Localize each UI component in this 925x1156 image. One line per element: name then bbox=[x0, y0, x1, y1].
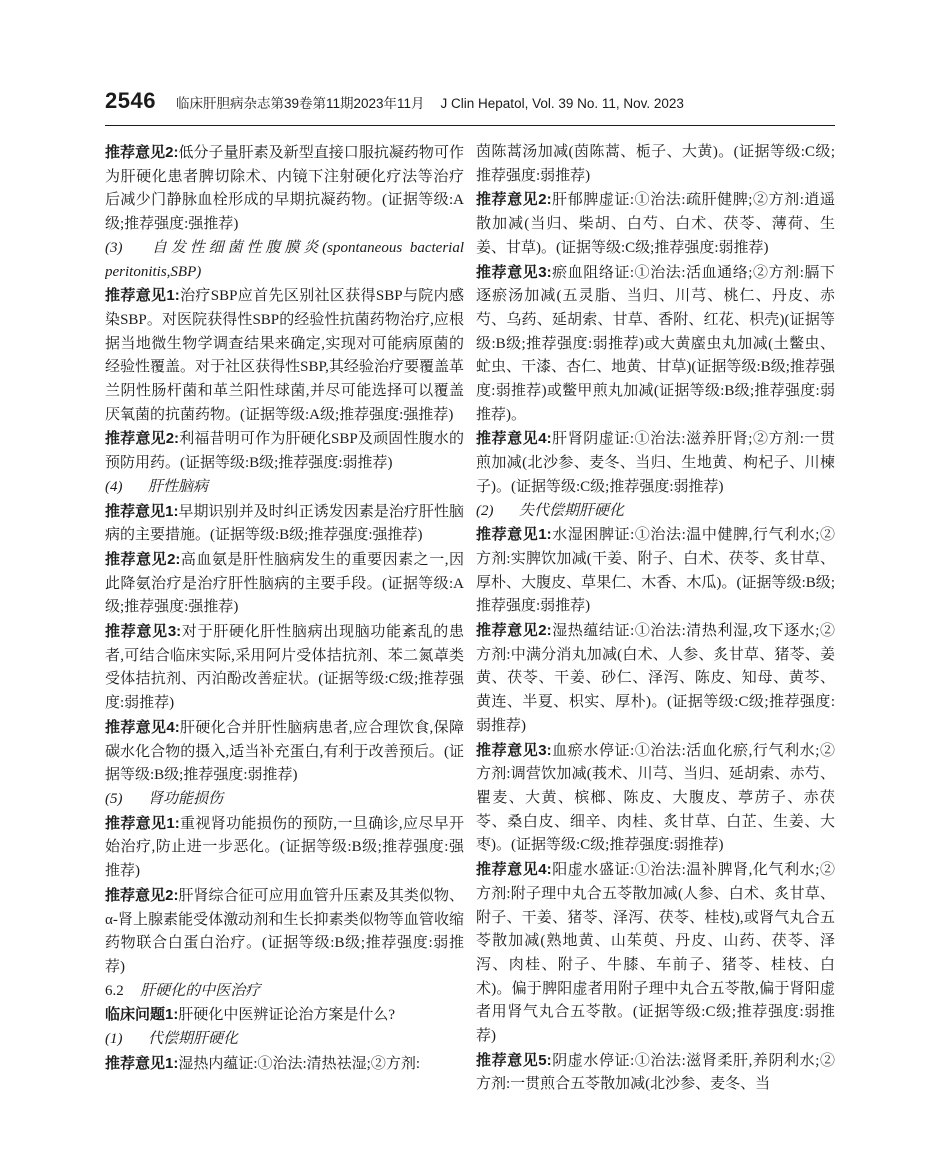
numbered-item bbox=[476, 500, 835, 524]
recommendation-paragraph bbox=[105, 500, 464, 548]
paragraph-lead: 临床问题1: bbox=[105, 1006, 179, 1024]
journal-title-en: J Clin Hepatol, Vol. 39 No. 11, Nov. 2023 bbox=[440, 96, 684, 111]
section-heading bbox=[105, 980, 464, 1004]
page-number: 2546 bbox=[105, 88, 156, 113]
numbered-item bbox=[105, 1028, 464, 1052]
paragraph-lead: 推荐意见1: bbox=[476, 526, 552, 544]
paragraph-lead: 6.2 bbox=[105, 982, 124, 999]
column-left bbox=[105, 141, 464, 1126]
recommendation-paragraph bbox=[476, 188, 835, 260]
column-right bbox=[476, 141, 835, 1126]
paragraph-lead: (4) bbox=[105, 478, 123, 495]
paragraph-text: 自发性细菌性腹膜炎(spontaneous bacterial peritonitis,SBP) bbox=[105, 239, 464, 280]
paragraph-lead: 推荐意见1: bbox=[105, 814, 180, 832]
paragraph-lead: (1) bbox=[105, 1031, 123, 1048]
paragraph-text: 肝硬化的中医治疗 bbox=[140, 982, 261, 999]
paragraph-lead: 推荐意见2: bbox=[476, 622, 552, 640]
recommendation-paragraph bbox=[476, 1049, 835, 1097]
paragraph-lead: 推荐意见4: bbox=[105, 718, 180, 736]
paragraph-text: 湿热内蕴证:①治法:清热祛湿;②方剂: bbox=[178, 1055, 421, 1072]
paragraph-lead: (3) bbox=[105, 239, 123, 256]
paragraph-lead: 推荐意见1: bbox=[105, 502, 179, 520]
clinical-question bbox=[105, 1003, 464, 1028]
paragraph-lead: 推荐意见2: bbox=[105, 430, 180, 448]
paragraph-lead: 推荐意见4: bbox=[476, 430, 552, 448]
paragraph-text: 茵陈蒿汤加减(茵陈蒿、栀子、大黄)。(证据等级:C级;推荐强度:弱推荐) bbox=[476, 144, 835, 184]
paragraph-text: 早期识别并及时纠正诱发因素是治疗肝性脑病的主要措施。(证据等级:B级;推荐强度:强推荐) bbox=[105, 503, 464, 544]
recommendation-paragraph bbox=[105, 884, 464, 980]
paragraph-text: 重视肾功能损伤的预防,一旦确诊,应尽早开始治疗,防止进一步恶化。(证据等级:B级;推荐强度:强推荐) bbox=[105, 815, 464, 880]
recommendation-paragraph bbox=[476, 619, 835, 739]
continuation-paragraph bbox=[476, 141, 835, 188]
recommendation-paragraph bbox=[476, 427, 835, 499]
paragraph-text: 肝硬化合并肝性脑病患者,应合理饮食,保障碳水化合物的摄入,适当补充蛋白,有利于改善预后。(证据等级:B级;推荐强度:弱推荐) bbox=[105, 719, 464, 784]
paragraph-lead: 推荐意见2: bbox=[105, 886, 179, 904]
paragraph-text: 高血氨是肝性脑病发生的重要因素之一,因此降氨治疗是治疗肝性脑病的主要手段。(证据等级:A级;推荐强度:强推荐) bbox=[105, 551, 464, 616]
recommendation-paragraph bbox=[476, 739, 835, 859]
paragraph-text: 血瘀水停证:①治法:活血化瘀,行气利水;②方剂:调营饮加减(莪术、川芎、当归、延胡索、赤芍、瞿麦、大黄、槟榔、陈皮、大腹皮、葶苈子、赤茯苓、桑白皮、细辛、肉桂、炙甘草、白芷、生姜、大枣)。(证据等级:C级;推荐强度:弱推荐) bbox=[476, 742, 835, 854]
paragraph-text: 肝性脑病 bbox=[148, 478, 209, 495]
recommendation-paragraph bbox=[105, 141, 464, 237]
journal-title-cn: 临床肝胆病杂志第39卷第11期2023年11月 bbox=[175, 96, 425, 111]
paragraph-text: 肝郁脾虚证:①治法:疏肝健脾;②方剂:逍遥散加减(当归、柴胡、白芍、白术、茯苓、薄荷、生姜、甘草)。(证据等级:C级;推荐强度:弱推荐) bbox=[476, 192, 835, 256]
paragraph-text: 代偿期肝硬化 bbox=[148, 1031, 239, 1048]
paragraph-text: 肾功能损伤 bbox=[148, 790, 224, 807]
two-column-body bbox=[105, 141, 835, 1126]
paragraph-lead: 推荐意见3: bbox=[476, 741, 552, 759]
recommendation-paragraph bbox=[105, 812, 464, 884]
paragraph-lead: 推荐意见2: bbox=[476, 191, 552, 209]
paragraph-lead: 推荐意见4: bbox=[476, 861, 552, 879]
recommendation-paragraph bbox=[105, 716, 464, 788]
recommendation-paragraph bbox=[476, 261, 835, 428]
paragraph-text: 湿热蕴结证:①治法:清热利湿,攻下逐水;②方剂:中满分消丸加减(白术、人参、炙甘草、猪苓、姜黄、茯苓、干姜、砂仁、泽泻、陈皮、知母、黄芩、黄连、半夏、枳实、厚朴)。(证据等级:C级;推荐强度:弱推荐) bbox=[476, 623, 835, 734]
paragraph-text: 肝肾阴虚证:①治法:滋养肝肾;②方剂:一贯煎加减(北沙参、麦冬、当归、生地黄、枸杞子、川楝子)。(证据等级:C级;推荐强度:弱推荐) bbox=[476, 431, 835, 495]
paragraph-text: 治疗SBP应首先区别社区获得SBP与院内感染SBP。对医院获得性SBP的经验性抗菌药物治疗,应根据当地微生物学调查结果来确定,实现对可能病原菌的经验性覆盖。对于社区获得性SBP,其经验治疗要覆盖革兰阴性肠杆菌和革兰阳性球菌,并尽可能选择可以覆盖厌氧菌的抗菌药物。(证据等级:A级;推荐强度:强推荐) bbox=[105, 288, 464, 423]
paragraph-text: 肝硬化中医辨证论治方案是什么? bbox=[178, 1007, 396, 1024]
paragraph-lead: 推荐意见2: bbox=[105, 144, 179, 161]
recommendation-paragraph bbox=[476, 523, 835, 619]
recommendation-paragraph bbox=[105, 620, 464, 716]
paragraph-text: 阳虚水盛证:①治法:温补脾肾,化气利水;②方剂:附子理中丸合五苓散加减(人参、白术、炙甘草、附子、干姜、猪苓、泽泻、茯苓、桂枝),或肾气丸合五苓散加减(熟地黄、山茱萸、丹皮、山药、茯苓、泽泻、肉桂、附子、牛膝、车前子、猪苓、桂枝、白术)。偏于脾阳虚者用附子理中丸合五苓散,偏于肾阳虚者用肾气丸合五苓散。(证据等级:C级;推荐强度:弱推荐) bbox=[476, 862, 835, 1045]
paragraph-text: 对于肝硬化肝性脑病出现脑功能紊乱的患者,可结合临床实际,采用阿片受体拮抗剂、苯二氮䓬类受体拮抗剂、丙泊酚改善症状。(证据等级:C级;推荐强度:弱推荐) bbox=[105, 624, 464, 712]
paragraph-lead: 推荐意见5: bbox=[476, 1051, 552, 1069]
recommendation-paragraph bbox=[476, 858, 835, 1049]
recommendation-paragraph bbox=[105, 548, 464, 620]
recommendation-paragraph bbox=[105, 427, 464, 475]
numbered-item bbox=[105, 788, 464, 812]
page-header bbox=[105, 88, 835, 126]
paragraph-lead: 推荐意见3: bbox=[476, 263, 552, 281]
paragraph-lead: 推荐意见1: bbox=[105, 287, 180, 305]
paragraph-text: 低分子量肝素及新型直接口服抗凝药物可作为肝硬化患者脾切除术、内镜下注射硬化疗法等治疗后减少门静脉血栓形成的早期抗凝药物。(证据等级:A级;推荐强度:强推荐) bbox=[105, 145, 464, 233]
paragraph-text: 利福昔明可作为肝硬化SBP及顽固性腹水的预防用药。(证据等级:B级;推荐强度:弱推荐) bbox=[105, 431, 464, 472]
recommendation-paragraph bbox=[105, 284, 464, 427]
paragraph-lead: (5) bbox=[105, 790, 123, 807]
paragraph-text: 阴虚水停证:①治法:滋肾柔肝,养阴利水;②方剂:一贯煎合五苓散加减(北沙参、麦冬、当 bbox=[476, 1052, 835, 1093]
numbered-item bbox=[105, 237, 464, 284]
paragraph-lead: 推荐意见1: bbox=[105, 1054, 179, 1072]
paragraph-lead: 推荐意见3: bbox=[105, 623, 182, 641]
paragraph-text: 失代偿期肝硬化 bbox=[519, 502, 625, 519]
numbered-item bbox=[105, 476, 464, 500]
paragraph-text: 肝肾综合征可应用血管升压素及其类似物、α-肾上腺素能受体激动剂和生长抑素类似物等血管收缩药物联合白蛋白治疗。(证据等级:B级;推荐强度:弱推荐) bbox=[105, 887, 464, 975]
paragraph-lead: 推荐意见2: bbox=[105, 550, 181, 568]
paragraph-text: 水湿困脾证:①治法:温中健脾,行气利水;②方剂:实脾饮加减(干姜、附子、白术、茯苓、炙甘草、厚朴、大腹皮、草果仁、木香、木瓜)。(证据等级:B级;推荐强度:弱推荐) bbox=[476, 527, 835, 615]
paragraph-lead: (2) bbox=[476, 502, 494, 519]
recommendation-paragraph bbox=[105, 1052, 464, 1077]
paragraph-text: 瘀血阻络证:①治法:活血通络;②方剂:膈下逐瘀汤加减(五灵脂、当归、川芎、桃仁、丹皮、赤芍、乌药、延胡索、甘草、香附、红花、枳壳)(证据等级:B级;推荐强度:弱推荐)或大黄䗪虫丸加减(土鳖虫、虻虫、干漆、杏仁、地黄、甘草)(证据等级:B级;推荐强度:弱推荐)或鳖甲煎丸加减(证据等级:B级;推荐强度:弱推荐)。 bbox=[476, 264, 835, 423]
